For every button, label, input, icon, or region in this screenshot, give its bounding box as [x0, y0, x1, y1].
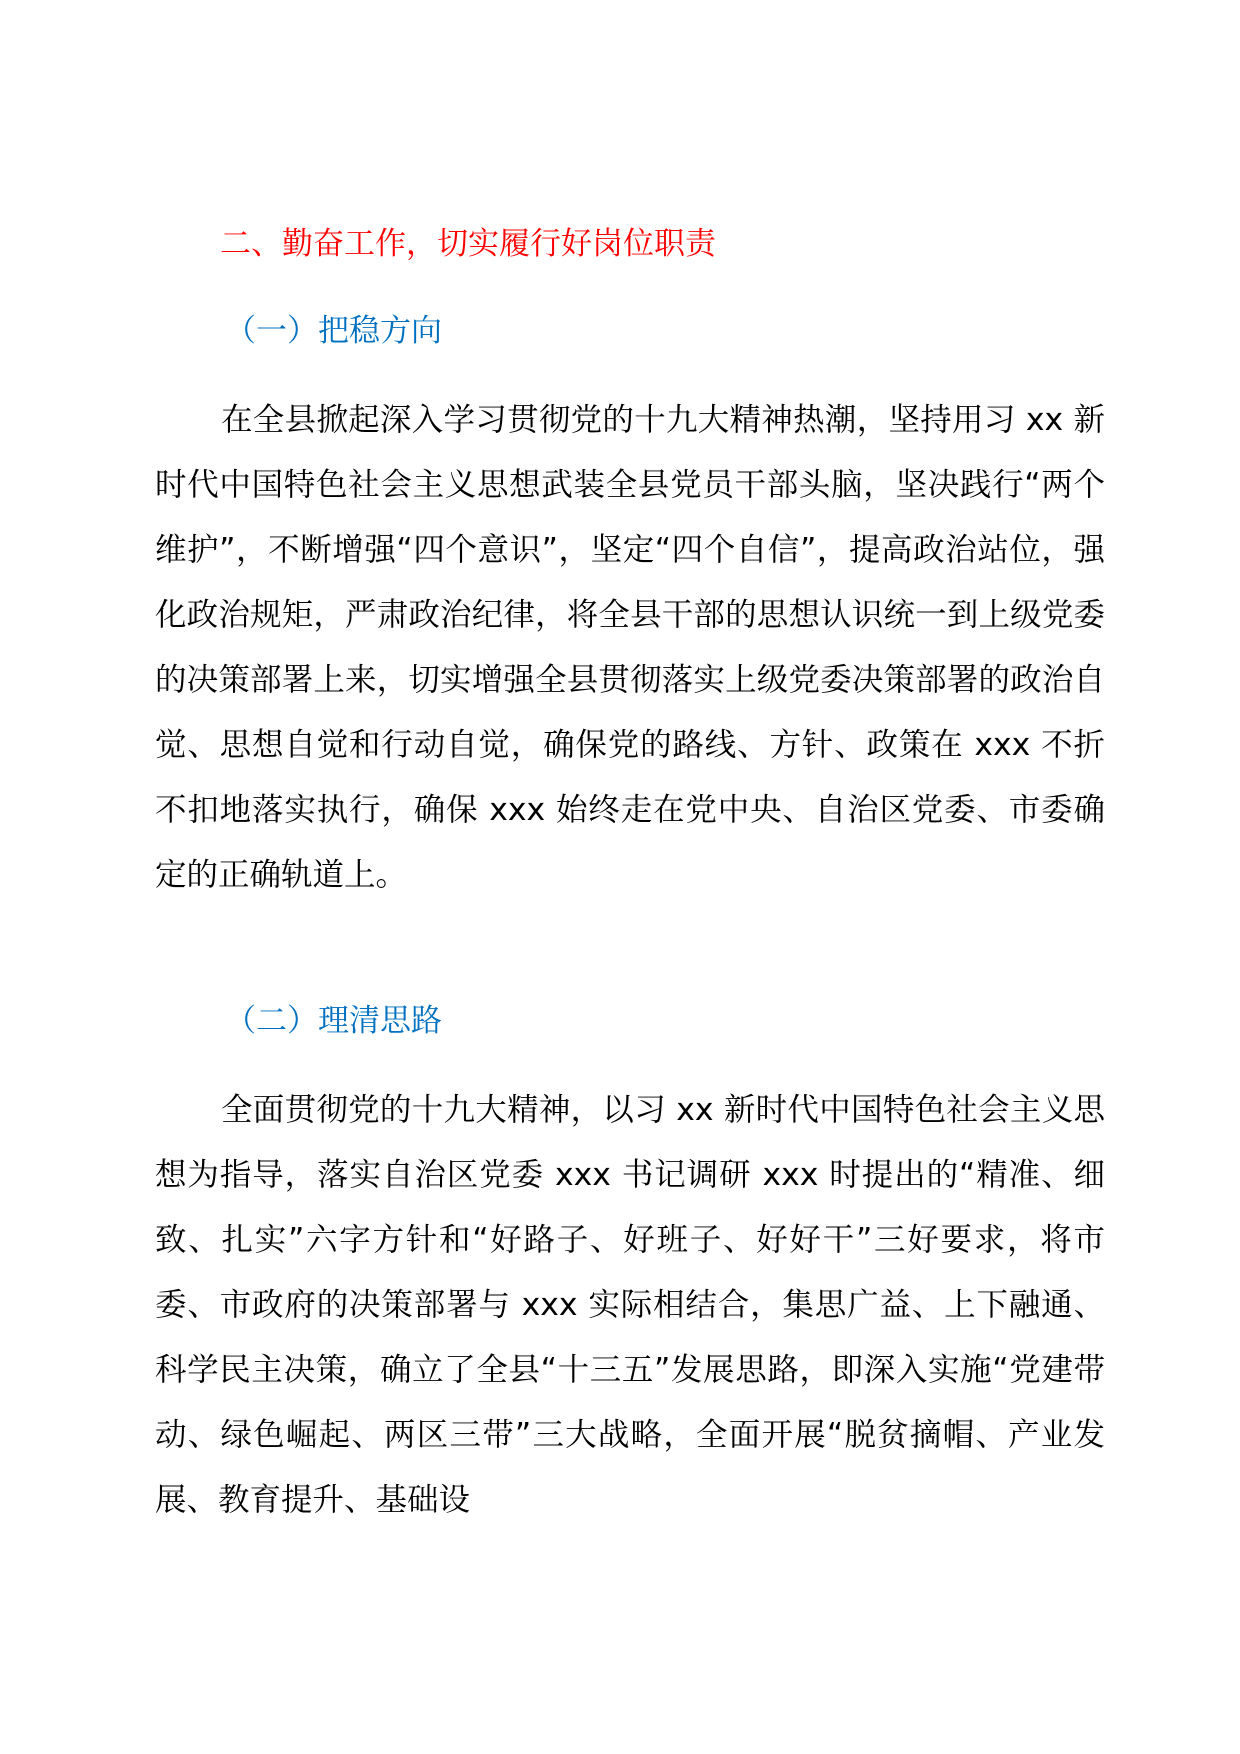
- subsection-paragraph-1: 在全县掀起深入学习贯彻党的十九大精神热潮，坚持用习 xx 新时代中国特色社会主义思想武装全县党员干部头脑，坚决践行“两个维护”，不断增强“四个意识”，坚定“四个自信”，提高政治站位，强化政治规矩，严肃政治纪律，将全县干部的思想认识统一到上级党委的决策部署上来，切实增强全县贯彻落实上级党委决策部署的政治自觉、思想自觉和行动自觉，确保党的路线、方针、政策在 xxx 不折不扣地落实执行，确保 xxx 始终走在党中央、自治区党委、市委确定的正确轨道上。: [155, 402, 1105, 893]
- subsection-heading-1: （一）把稳方向: [225, 313, 442, 349]
- subsection-heading-2: （二）理清思路: [225, 1003, 442, 1039]
- section-heading: 二、勤奋工作，切实履行好岗位职责: [220, 226, 716, 262]
- subsection-paragraph-2: 全面贯彻党的十九大精神，以习 xx 新时代中国特色社会主义思想为指导，落实自治区党委 xxx 书记调研 xxx 时提出的“精准、细致、扎实”六字方针和“好路子、好班子、好好干”三好要求，将市委、市政府的决策部署与 xxx 实际相结合，集思广益、上下融通、科学民主决策，确立了全县“十三五”发展思路，即深入实施“党建带动、绿色崛起、两区三带”三大战略，全面开展“脱贫摘帽、产业发展、教育提升、基础设: [155, 1092, 1105, 1518]
